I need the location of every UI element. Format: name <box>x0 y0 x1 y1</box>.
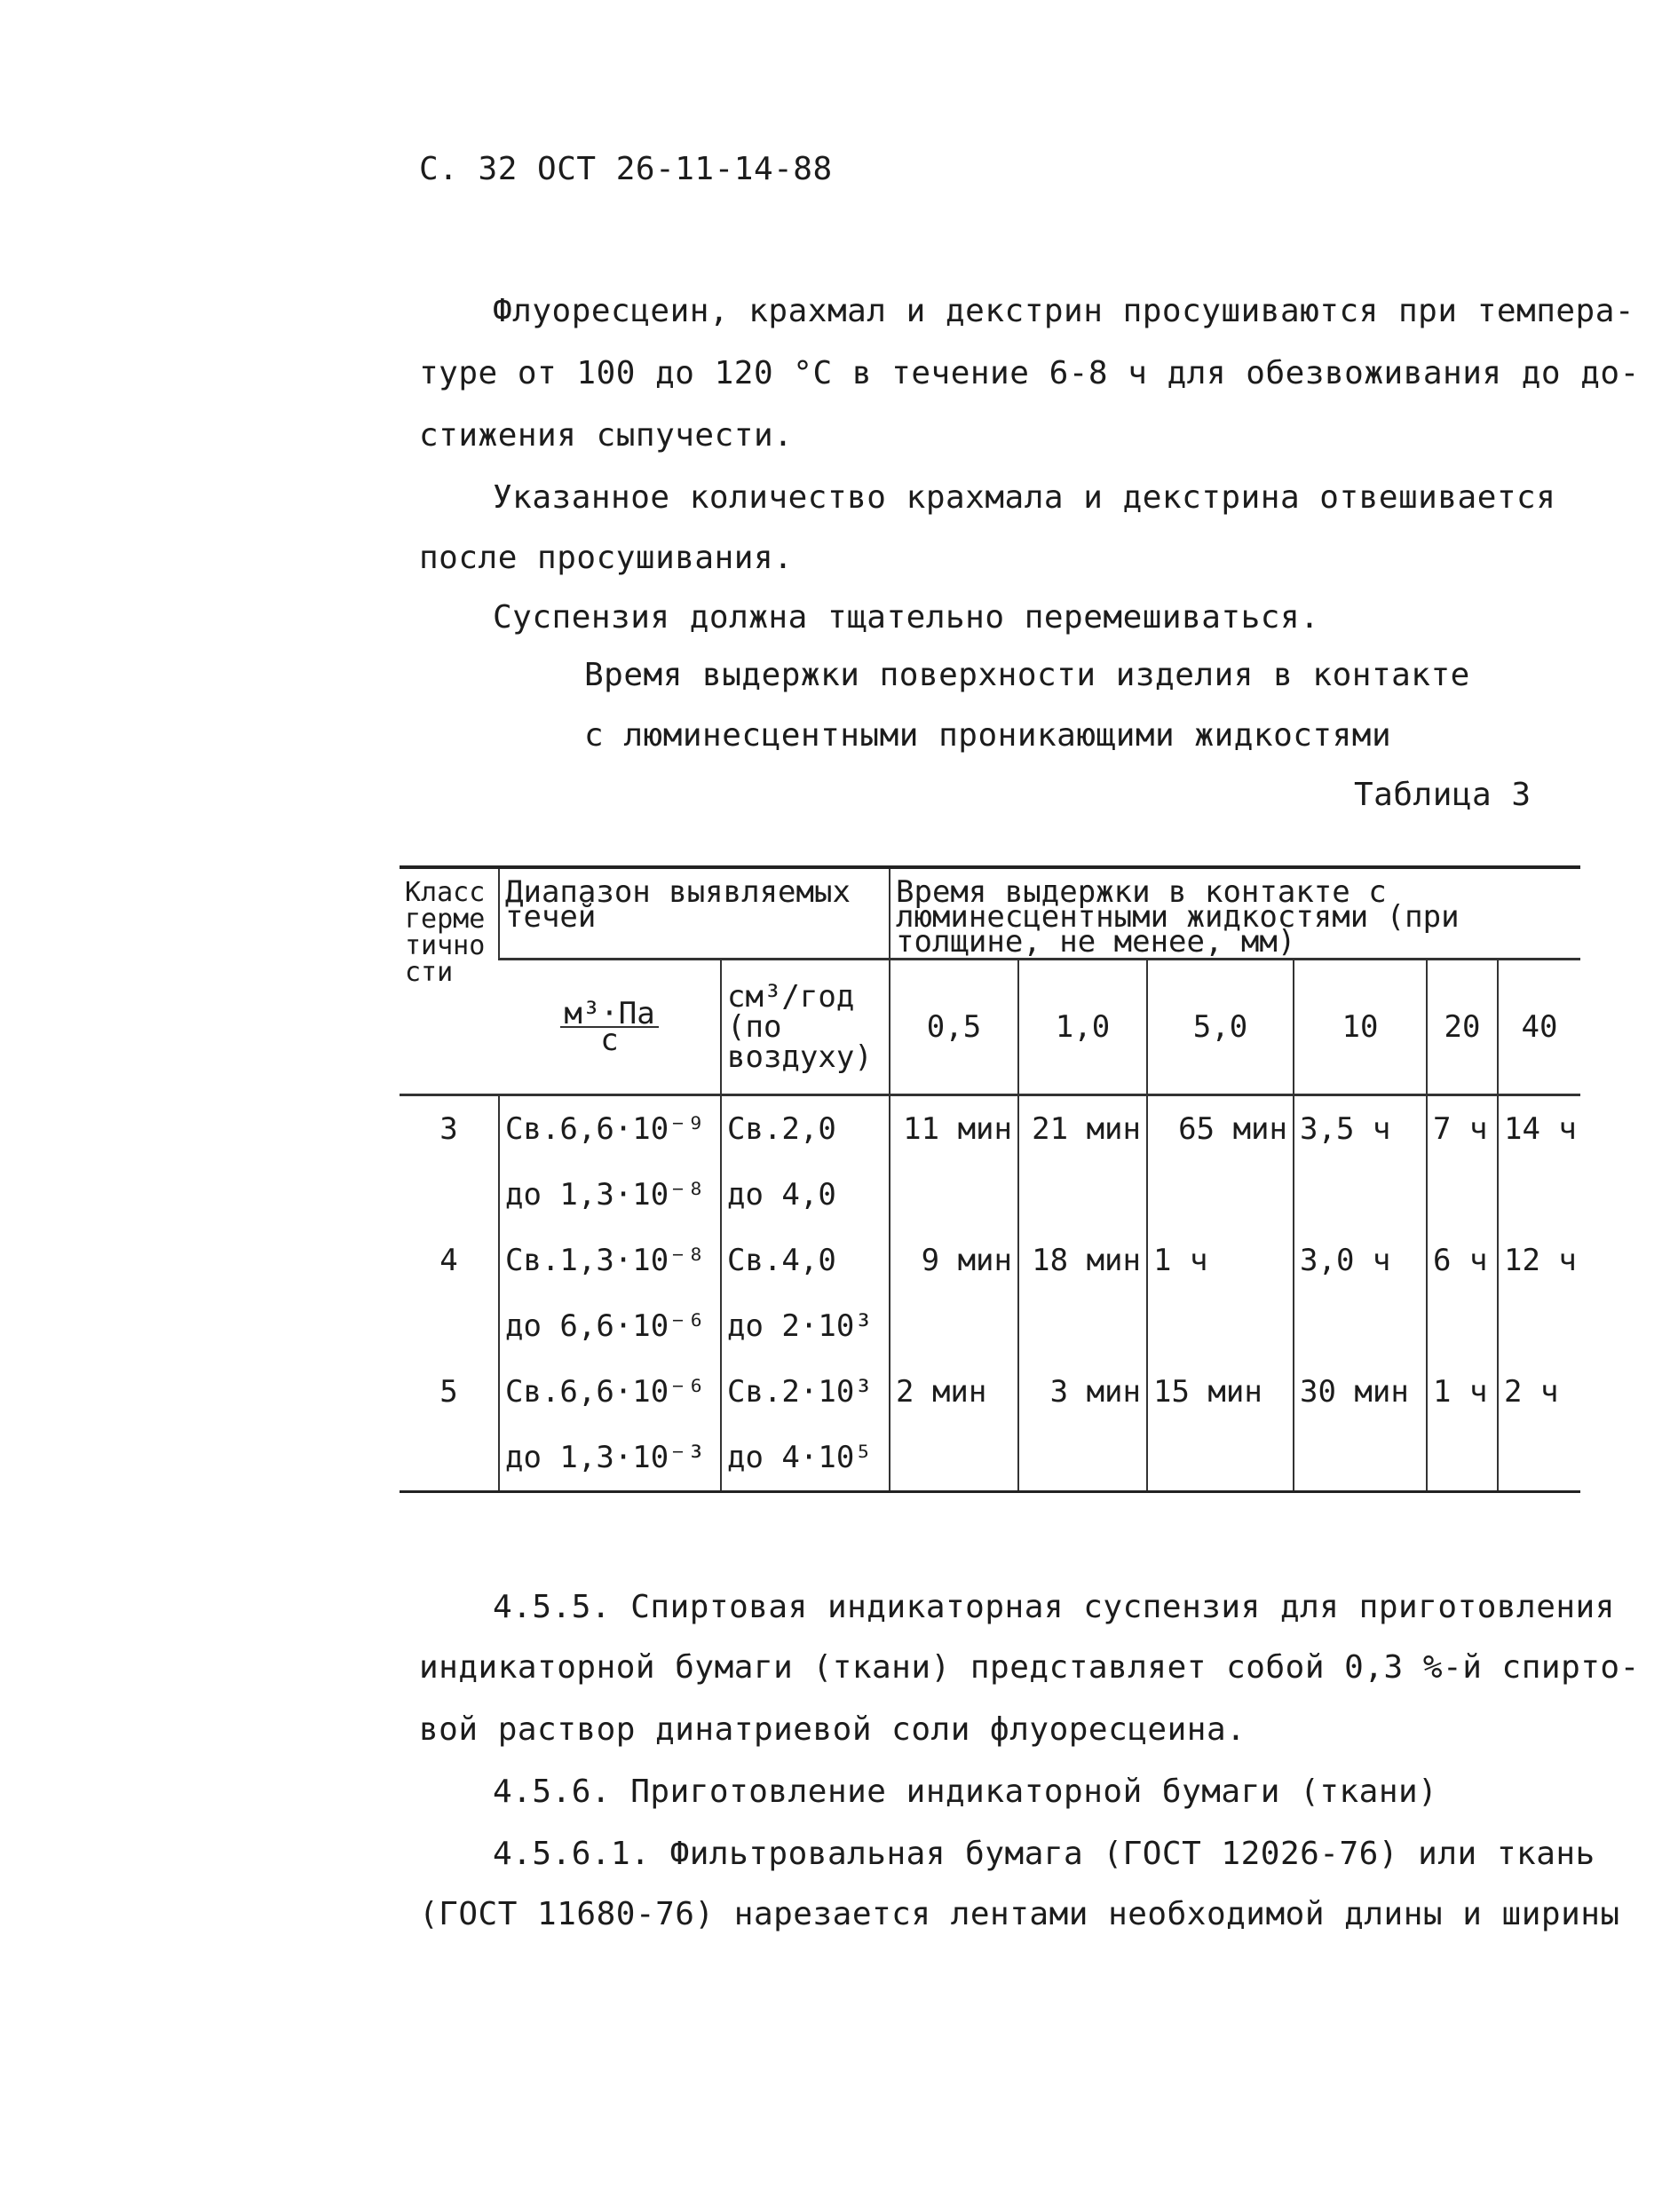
body-line: 4.5.6.1. Фильтровальная бумага (ГОСТ 12026-76) или ткань <box>493 1836 1595 1872</box>
body-line: (ГОСТ 11680-76) нарезается лентами необходимой длины и ширины <box>419 1896 1620 1932</box>
time-cell: 15 мин <box>1147 1359 1294 1425</box>
intro-line: стижения сыпучести. <box>419 417 794 454</box>
intro-line: Флуоресцеин, крахмал и декстрин просушиваются при темпера- <box>493 293 1635 329</box>
leak-detection-table <box>400 865 1580 1493</box>
time-cell: 11 мин <box>890 1095 1018 1163</box>
intro-line: туре от 100 до 120 °С в течение 6-8 ч для обезвоживания до до- <box>419 355 1640 391</box>
table-row <box>400 1228 1580 1293</box>
time-cell: 12 ч <box>1498 1228 1580 1293</box>
range-cell: до 6,6·10⁻⁶ <box>499 1293 721 1359</box>
range-cell: до 2·10³ <box>721 1293 890 1359</box>
time-cell: 9 мин <box>890 1228 1018 1293</box>
time-cell: 6 ч <box>1427 1228 1498 1293</box>
thickness-header: 40 <box>1498 960 1580 1095</box>
thickness-header: 0,5 <box>890 960 1018 1095</box>
time-cell: 3,5 ч <box>1294 1095 1427 1163</box>
table-label: Таблица 3 <box>1354 777 1532 813</box>
time-cell: 18 мин <box>1018 1228 1147 1293</box>
intro-line: после просушивания. <box>419 540 794 576</box>
time-cell: 1 ч <box>1147 1228 1294 1293</box>
intro-line: Суспензия должна тщательно перемешиваться. <box>493 599 1320 636</box>
class-cell: 5 <box>439 1374 458 1410</box>
table-row <box>400 1162 1580 1228</box>
unit-denominator: с <box>600 1023 619 1058</box>
time-cell: 1 ч <box>1427 1359 1498 1425</box>
range-cell: до 4,0 <box>721 1162 890 1228</box>
range-cell: до 4·10⁵ <box>721 1425 890 1492</box>
time-cell: 3 мин <box>1018 1359 1147 1425</box>
body-line: вой раствор динатриевой соли флуоресцеина. <box>419 1711 1247 1748</box>
page-header: С. 32 ОСТ 26-11-14-88 <box>419 151 833 187</box>
thickness-header: 10 <box>1294 960 1427 1095</box>
class-cell: 4 <box>439 1243 458 1278</box>
table-row <box>400 1359 1580 1425</box>
header-range: Диапазон выявляемых течей <box>499 867 890 960</box>
time-cell: 14 ч <box>1498 1095 1580 1163</box>
range-cell: Св.1,3·10⁻⁸ <box>499 1228 721 1293</box>
time-cell: 2 ч <box>1498 1359 1580 1425</box>
class-cell: 3 <box>439 1111 458 1147</box>
time-cell: 65 мин <box>1147 1095 1294 1163</box>
unit-cm3-per-year: см³/год (по воздуху) <box>721 960 890 1095</box>
time-cell: 3,0 ч <box>1294 1228 1427 1293</box>
range-cell: Св.2,0 <box>721 1095 890 1163</box>
thickness-header: 5,0 <box>1147 960 1294 1095</box>
range-cell: Св.6,6·10⁻⁹ <box>499 1095 721 1163</box>
unit-numerator: м³·Па <box>560 1001 658 1028</box>
range-cell: Св.4,0 <box>721 1228 890 1293</box>
table-title-line2: с люминесцентными проникающими жидкостями <box>584 717 1392 754</box>
range-cell: Св.2·10³ <box>721 1359 890 1425</box>
section-heading: 4.5.6. Приготовление индикаторной бумаги (ткани) <box>493 1774 1438 1810</box>
table-title-line1: Время выдержки поверхности изделия в контакте <box>584 657 1470 693</box>
time-cell: 7 ч <box>1427 1095 1498 1163</box>
body-line: индикаторной бумаги (ткани) представляет собой 0,3 %-й спирто- <box>419 1649 1640 1686</box>
unit-m3pa-per-s <box>499 960 721 1095</box>
header-class: Класс герметичности <box>400 867 499 1095</box>
time-cell: 2 мин <box>890 1359 1018 1425</box>
table-row <box>400 1095 1580 1163</box>
range-cell: Св.6,6·10⁻⁶ <box>499 1359 721 1425</box>
time-cell: 30 мин <box>1294 1359 1427 1425</box>
time-cell: 21 мин <box>1018 1095 1147 1163</box>
thickness-header: 1,0 <box>1018 960 1147 1095</box>
table-row <box>400 1425 1580 1492</box>
range-cell: до 1,3·10⁻⁸ <box>499 1162 721 1228</box>
body-line: 4.5.5. Спиртовая индикаторная суспензия для приготовления <box>493 1589 1615 1625</box>
range-cell: до 1,3·10⁻³ <box>499 1425 721 1492</box>
table-row <box>400 1293 1580 1359</box>
intro-line: Указанное количество крахмала и декстрина отвешивается <box>493 479 1556 516</box>
header-time: Время выдержки в контакте с люминесцентными жидкостями (при толщине, не менее, мм) <box>890 867 1580 960</box>
thickness-header: 20 <box>1427 960 1498 1095</box>
